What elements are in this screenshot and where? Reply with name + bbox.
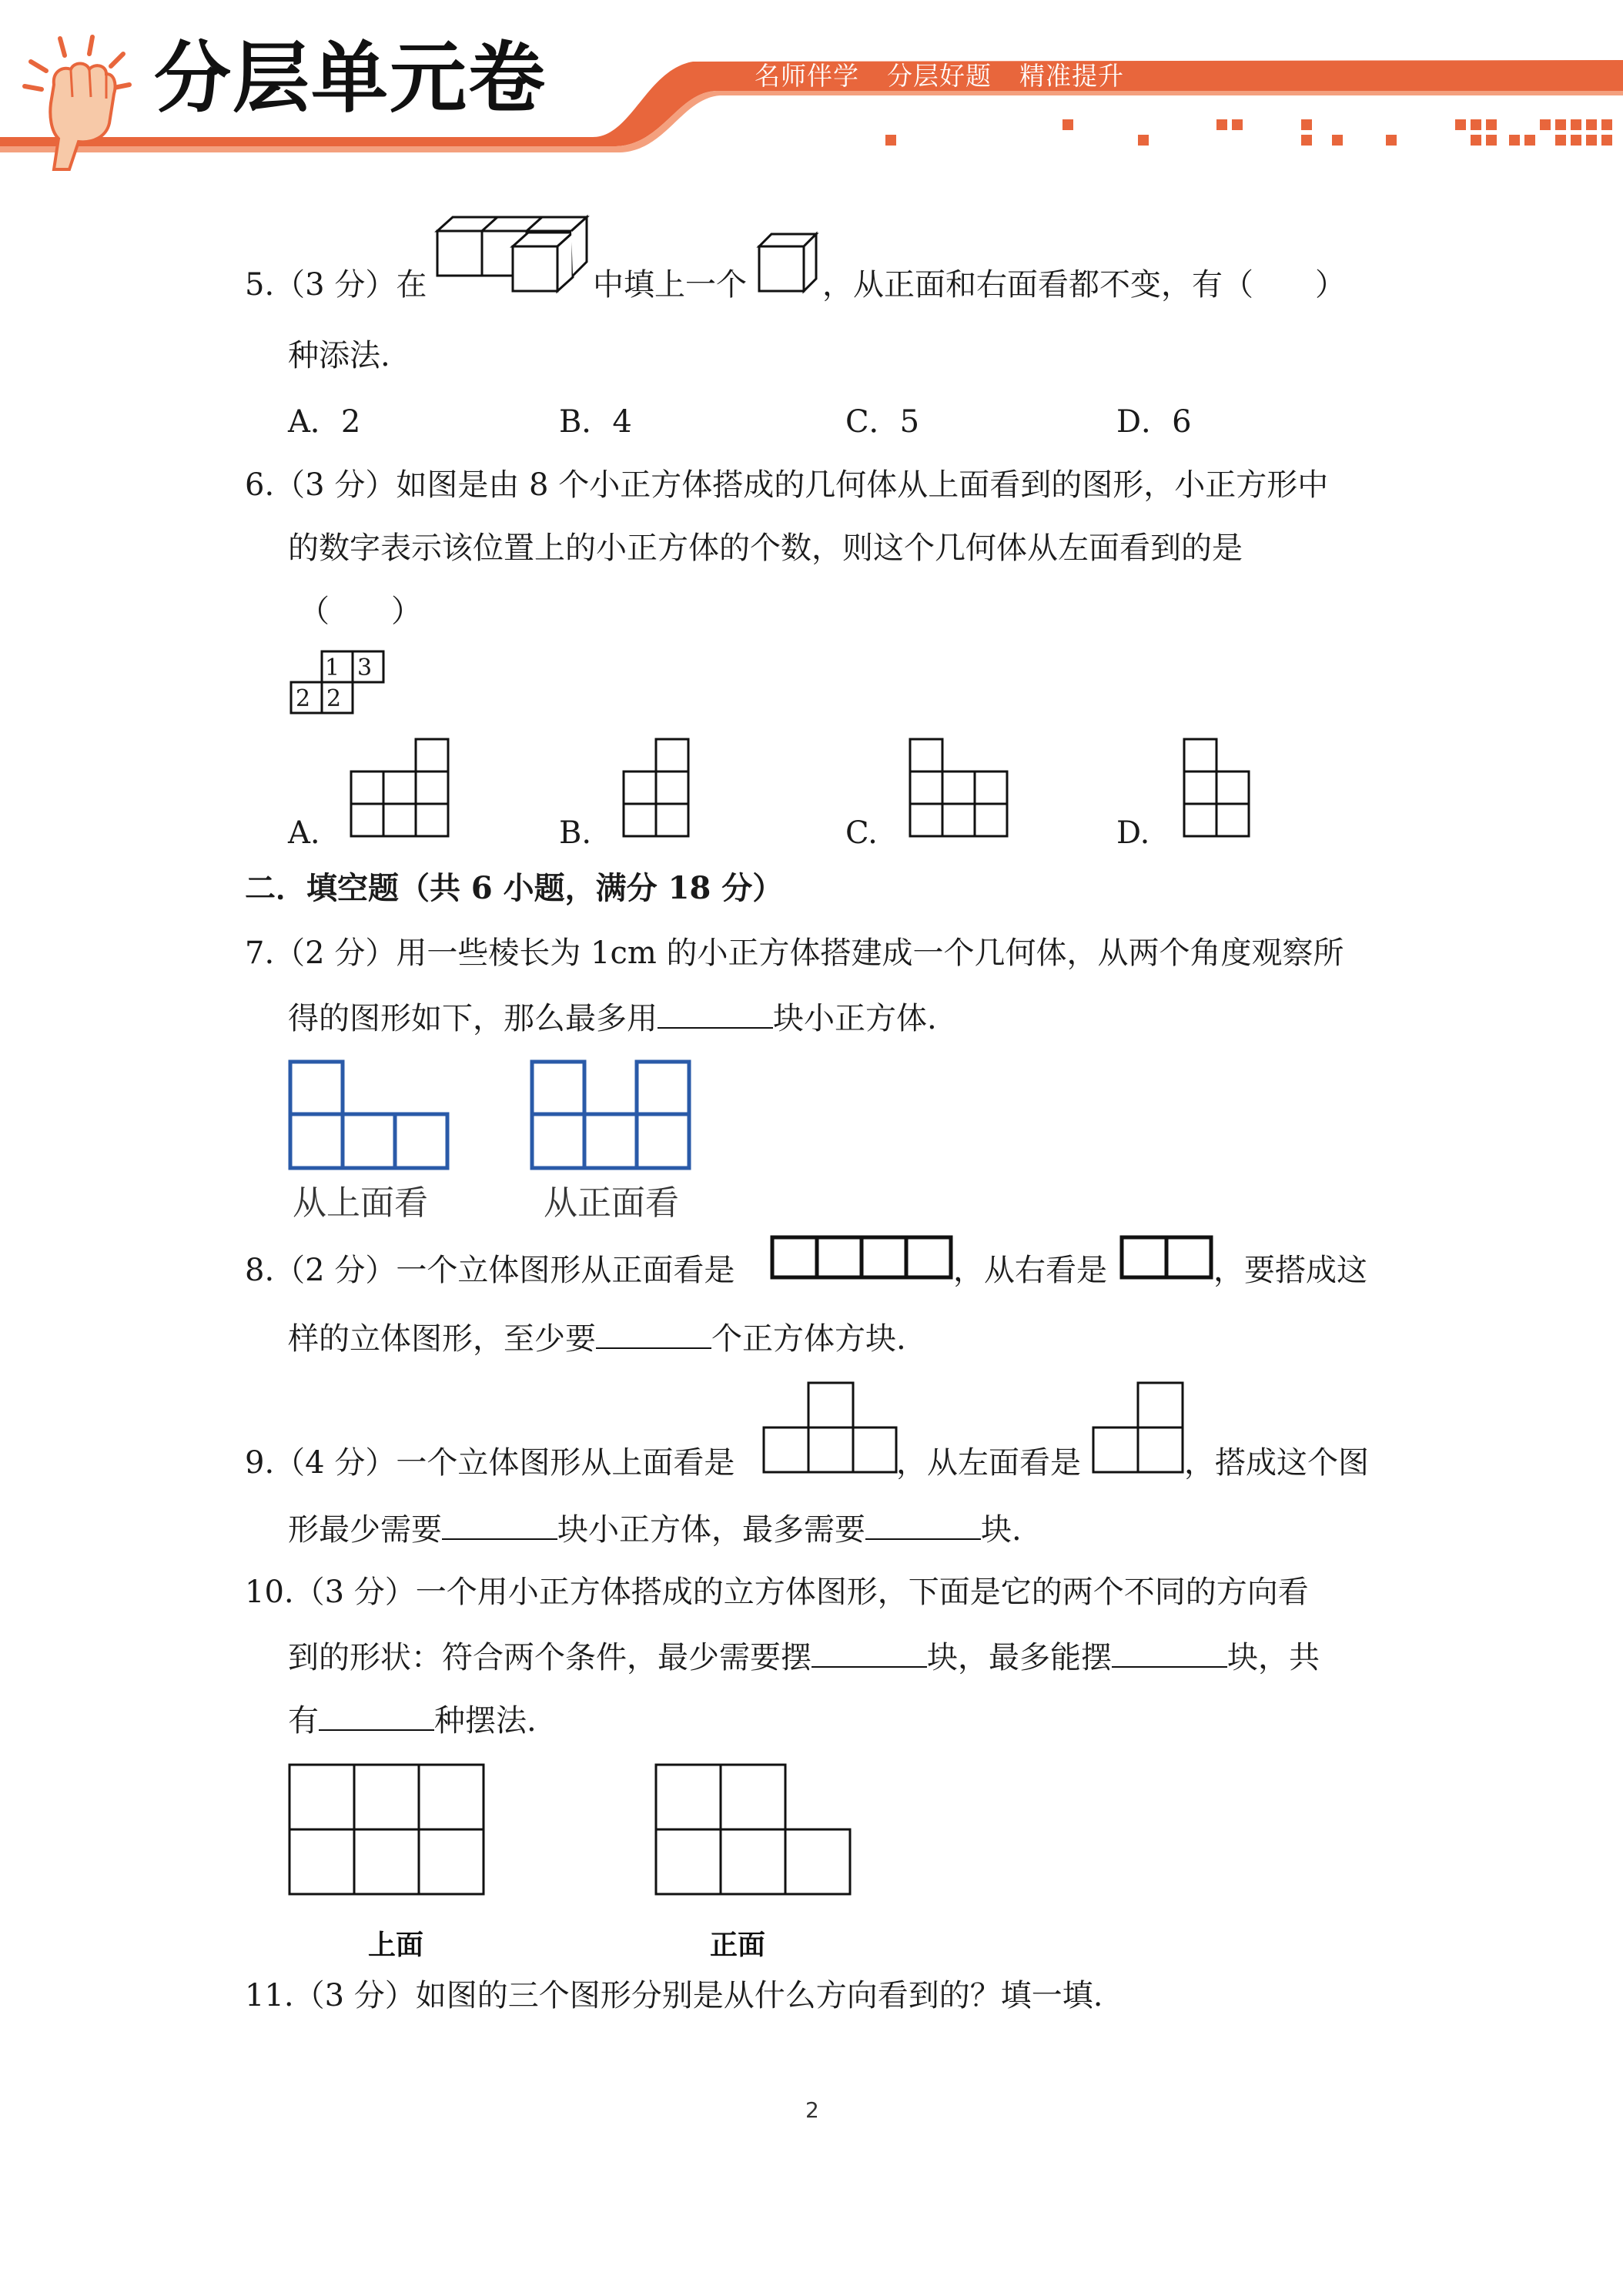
slogan-item: 名师伴学 bbox=[755, 61, 859, 91]
q7-line1: 7.（2 分）用一些棱长为 1cm 的小正方体搭建成一个几何体，从两个角度观察所 bbox=[245, 935, 1344, 971]
answer-blank[interactable] bbox=[658, 1001, 773, 1029]
q5-option-d: D．6 bbox=[1116, 404, 1192, 440]
q9-top-view-figure bbox=[762, 1381, 898, 1475]
q6-grid-number: 2 bbox=[326, 685, 342, 712]
q9-mid: ，从左面看是 bbox=[896, 1445, 1081, 1481]
q8-mid: ，从右看是 bbox=[953, 1253, 1107, 1288]
q5-mid: 中填上一个 bbox=[593, 267, 747, 303]
answer-blank[interactable] bbox=[319, 1703, 434, 1731]
q9-pre: 9.（4 分）一个立体图形从上面看是 bbox=[245, 1445, 735, 1481]
section-title: 二．填空题（共 6 小题，满分 18 分） bbox=[245, 870, 784, 906]
slogan-item: 分层好题 bbox=[887, 61, 992, 91]
q9-line2 bbox=[288, 1512, 1022, 1548]
q6-grid-number: 2 bbox=[296, 685, 311, 712]
slogan bbox=[755, 63, 1152, 89]
answer-blank[interactable] bbox=[442, 1512, 557, 1540]
q6-option-a: A. bbox=[288, 815, 320, 851]
answer-blank[interactable] bbox=[865, 1512, 981, 1540]
q5-cube-figure bbox=[436, 214, 590, 294]
q6-option-c-figure bbox=[909, 738, 1013, 839]
answer-blank[interactable] bbox=[1112, 1640, 1227, 1668]
q8-pre: 8.（2 分）一个立体图形从正面看是 bbox=[245, 1253, 735, 1288]
q9-line2-c: 块. bbox=[981, 1512, 1022, 1548]
q10-line1: 10.（3 分）一个用小正方体搭成的立方体图形，下面是它的两个不同的方向看 bbox=[245, 1575, 1309, 1610]
q6-option-d-figure bbox=[1183, 738, 1255, 839]
q9-line2-a: 形最少需要 bbox=[288, 1512, 442, 1548]
q6-option-c: C. bbox=[845, 815, 878, 851]
q5-post: ，从正面和右面看都不变，有（ ） bbox=[822, 267, 1346, 303]
q6-option-a-figure bbox=[350, 738, 454, 839]
q7-label-top: 从上面看 bbox=[293, 1183, 428, 1223]
q6-line2: 的数字表示该位置上的小正方体的个数，则这个几何体从左面看到的是 bbox=[288, 530, 1243, 566]
q9-line2-b: 块小正方体，最多需要 bbox=[557, 1512, 865, 1548]
q7-line2 bbox=[288, 1001, 937, 1034]
q7-line2-b: 块小正方体. bbox=[773, 1001, 937, 1036]
q8-front-view-figure bbox=[770, 1235, 955, 1281]
q8-right-view-figure bbox=[1119, 1235, 1215, 1281]
answer-blank[interactable] bbox=[812, 1640, 927, 1668]
q10-line2 bbox=[288, 1640, 1320, 1673]
q10-line3-b: 种摆法. bbox=[434, 1703, 537, 1739]
q10-line2-b: 块，最多能摆 bbox=[927, 1640, 1112, 1675]
q10-line2-a: 到的形状：符合两个条件，最少需要摆 bbox=[288, 1640, 812, 1675]
q6-line1: 6.（3 分）如图是由 8 个小正方体搭成的几何体从上面看到的图形，小正方形中 bbox=[245, 467, 1329, 503]
q7-line2-a: 得的图形如下，那么最多用 bbox=[288, 1001, 658, 1036]
q5-option-c: C．5 bbox=[845, 404, 920, 440]
q10-label-top: 上面 bbox=[368, 1930, 424, 1961]
q5-option-a: A．2 bbox=[288, 404, 361, 440]
q9-left-view-figure bbox=[1092, 1381, 1186, 1475]
q8-line2-a: 样的立体图形，至少要 bbox=[288, 1321, 596, 1357]
fist-logo-icon bbox=[15, 23, 139, 169]
q7-top-view-figure bbox=[288, 1059, 450, 1175]
page-number: 2 bbox=[805, 2097, 819, 2123]
q7-front-view-figure bbox=[530, 1059, 691, 1175]
q6-option-d: D. bbox=[1116, 815, 1150, 851]
slogan-item: 精准提升 bbox=[1019, 61, 1124, 91]
q6-grid-number: 3 bbox=[357, 654, 373, 681]
answer-blank[interactable] bbox=[596, 1321, 711, 1349]
q10-top-view-figure bbox=[288, 1763, 488, 1899]
q10-line2-c: 块，共 bbox=[1227, 1640, 1320, 1675]
q6-grid-number: 1 bbox=[325, 654, 340, 681]
q10-line3-a: 有 bbox=[288, 1703, 319, 1739]
q9-post: ，搭成这个图 bbox=[1184, 1445, 1369, 1481]
q5-cont: 种添法. bbox=[288, 338, 390, 373]
q5-single-cube bbox=[758, 233, 819, 294]
q10-line3 bbox=[288, 1703, 537, 1739]
q6-option-b-figure bbox=[622, 738, 694, 839]
q10-front-view-figure bbox=[654, 1763, 856, 1899]
q8-line2-b: 个正方体方块. bbox=[711, 1321, 906, 1357]
q5-pre: 5.（3 分）在 bbox=[245, 267, 427, 303]
q6-option-b: B. bbox=[559, 815, 592, 851]
q8-line2 bbox=[288, 1321, 906, 1357]
brand-title: 分层单元卷 bbox=[154, 33, 547, 123]
q11-line1: 11.（3 分）如图的三个图形分别是从什么方向看到的？填一填. bbox=[245, 1978, 1103, 2013]
q10-label-front: 正面 bbox=[710, 1930, 766, 1961]
q5-option-b: B．4 bbox=[559, 404, 632, 440]
q8-post: ，要搭成这 bbox=[1213, 1253, 1367, 1288]
q7-label-front: 从正面看 bbox=[544, 1183, 679, 1223]
q6-line3: （ ） bbox=[299, 594, 422, 629]
